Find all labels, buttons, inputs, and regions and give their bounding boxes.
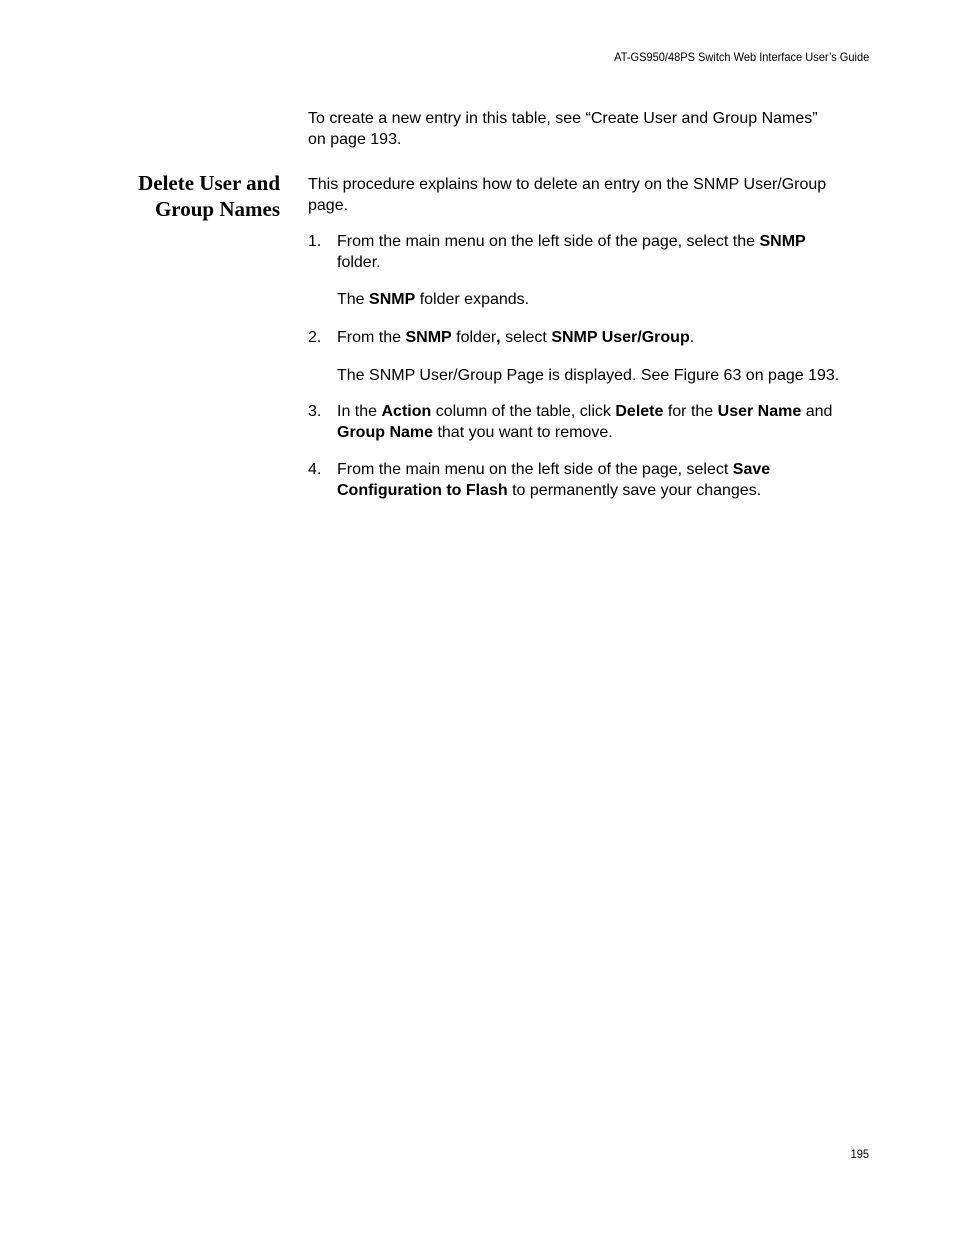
step-text-run: . xyxy=(689,329,695,346)
step-bold-run: Action xyxy=(381,403,432,420)
intro-line-2: on page 193. xyxy=(308,131,402,148)
step-text-run: In the xyxy=(337,403,382,420)
result-bold-run: SNMP xyxy=(369,291,416,308)
step-text-run: From the main menu on the left side of the page, select the xyxy=(337,233,760,250)
step-bold-run: , xyxy=(496,329,501,346)
step-2-result: The SNMP User/Group Page is displayed. See Figure 63 on page 193. xyxy=(337,367,840,384)
step-text xyxy=(337,231,873,273)
step-bold-run: SNMP xyxy=(759,233,806,250)
step-bold-run: User Name xyxy=(717,403,802,420)
step-bold-run: Delete xyxy=(615,403,664,420)
section-heading-line-2: Group Names xyxy=(154,197,280,221)
step-number: 3. xyxy=(308,403,322,420)
section-intro-line-1: This procedure explains how to delete an entry on the SNMP User/Group xyxy=(308,176,827,193)
step-bold-run: Configuration to Flash xyxy=(337,482,508,499)
step-2 xyxy=(308,327,873,348)
step-4 xyxy=(308,459,873,501)
step-text-run: to permanently save your changes. xyxy=(507,482,762,499)
step-bold-run: Save xyxy=(732,461,771,478)
step-text xyxy=(337,401,873,443)
step-text-run: and xyxy=(801,403,833,420)
section-heading xyxy=(100,170,280,222)
result-text-run: folder expands. xyxy=(415,291,530,308)
step-bold-run: SNMP xyxy=(405,329,452,346)
section-heading-line-1: Delete User and xyxy=(138,171,280,195)
step-text-run: for the xyxy=(663,403,718,420)
step-bold-run: SNMP User/Group xyxy=(551,329,690,346)
result-text-run: The xyxy=(337,291,370,308)
step-text-run: that you want to remove. xyxy=(433,424,613,441)
intro-line-1: To create a new entry in this table, see “Create User and Group Names” xyxy=(308,110,818,127)
intro-paragraph xyxy=(308,108,873,150)
step-1 xyxy=(308,231,873,273)
section-intro-line-2: page. xyxy=(308,197,349,214)
section-intro-paragraph xyxy=(308,174,873,216)
step-text-run: From the xyxy=(337,329,406,346)
step-text xyxy=(337,459,873,501)
step-text-run: folder xyxy=(451,329,497,346)
step-text-run: select xyxy=(500,329,552,346)
step-text xyxy=(337,327,873,348)
page-number: 195 xyxy=(850,1147,869,1161)
running-header: AT-GS950/48PS Switch Web Interface User’s Guide xyxy=(613,50,869,64)
step-3 xyxy=(308,401,873,443)
step-text-run: From the main menu on the left side of the page, select xyxy=(337,461,733,478)
step-text-run: folder. xyxy=(337,254,381,271)
step-text-run: column of the table, click xyxy=(431,403,616,420)
step-1-result xyxy=(337,289,882,310)
step-bold-run: Group Name xyxy=(337,424,434,441)
step-number: 1. xyxy=(308,233,322,250)
step-number: 4. xyxy=(308,461,322,478)
step-number: 2. xyxy=(308,329,322,346)
